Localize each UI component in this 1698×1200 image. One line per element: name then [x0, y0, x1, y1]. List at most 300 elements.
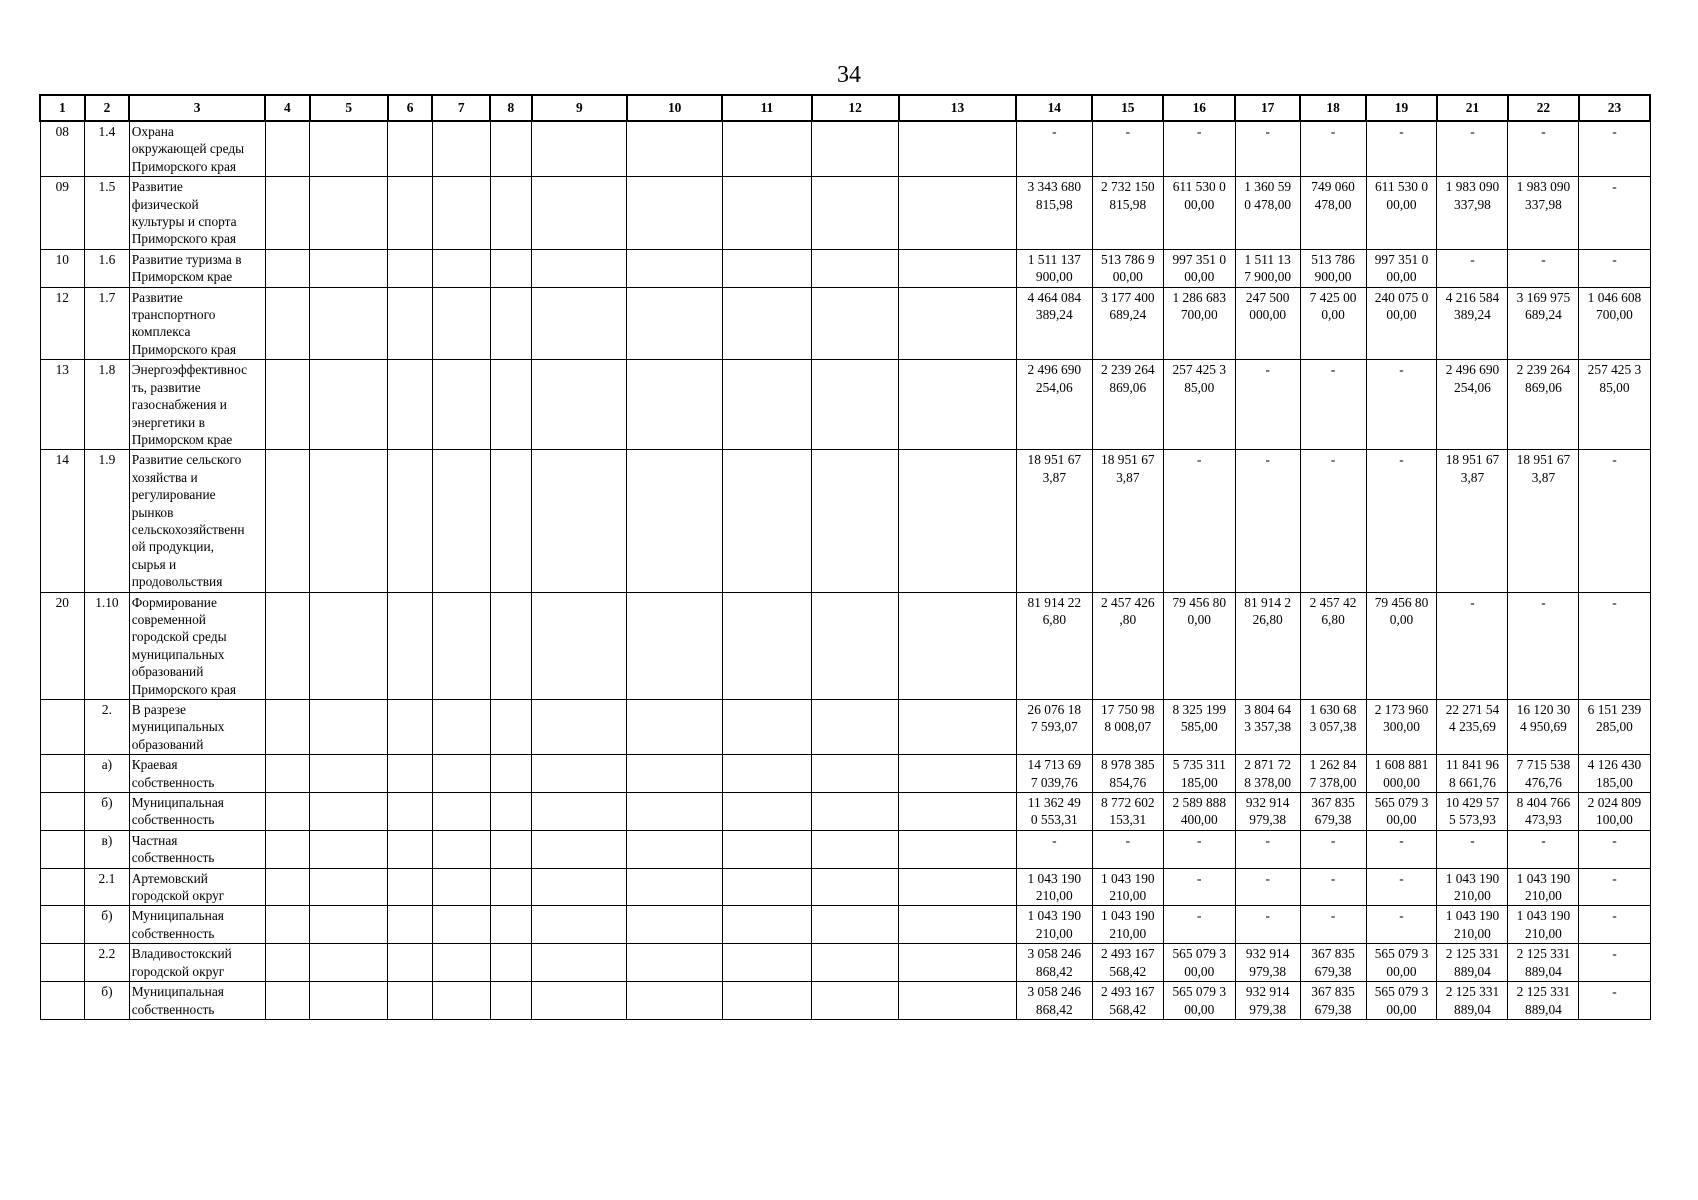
amount-line: -	[1330, 452, 1336, 468]
amount-line: 565 079 3	[1374, 984, 1429, 1000]
amount-line: 100,00	[1596, 812, 1633, 828]
amount-cell	[1163, 793, 1235, 831]
empty-cell	[627, 793, 722, 831]
empty-cell	[432, 868, 490, 906]
item-number-cell: 1.4	[85, 121, 130, 177]
amount-line: -	[1330, 362, 1336, 378]
amount-line: -	[1197, 124, 1202, 139]
item-number-cell: 2.1	[85, 868, 130, 906]
amount-cell	[1579, 793, 1650, 831]
empty-cell	[812, 868, 899, 906]
amount-line: 3 058 246	[1027, 946, 1082, 962]
amount-line: 6,80	[1321, 611, 1345, 627]
header-cell: 15	[1092, 95, 1163, 121]
amount-line: 16 120 30	[1516, 702, 1571, 717]
empty-cell	[490, 177, 532, 250]
amount-line: -	[1612, 452, 1617, 468]
header-cell: 9	[532, 95, 627, 121]
amount-cell	[1016, 287, 1092, 360]
program-name-line: культуры и спорта	[131, 214, 237, 230]
amount-line: 1 608 881	[1374, 757, 1429, 773]
amount-line: ,80	[1119, 611, 1137, 627]
item-number-cell: 1.6	[85, 249, 130, 287]
amount-cell	[1508, 830, 1579, 868]
budget-table	[39, 94, 1651, 1020]
amount-cell	[1235, 868, 1300, 906]
empty-cell	[310, 755, 388, 793]
amount-line: 26 076 18	[1027, 702, 1082, 717]
empty-cell	[388, 982, 433, 1020]
amount-line: 257 425 3	[1587, 362, 1642, 378]
program-name-line: современной	[131, 611, 206, 627]
empty-cell	[310, 793, 388, 831]
program-name-line: собственность	[131, 812, 215, 828]
amount-cell	[1437, 360, 1508, 450]
empty-cell	[310, 121, 388, 177]
amount-cell	[1437, 287, 1508, 360]
empty-cell	[812, 592, 899, 699]
amount-cell	[1437, 700, 1508, 755]
amount-line: 1 043 190	[1101, 908, 1155, 924]
amount-line: 476,76	[1525, 774, 1562, 790]
amount-cell	[1366, 982, 1437, 1020]
empty-cell	[532, 906, 627, 944]
empty-cell	[310, 287, 388, 360]
amount-line: 5 573,93	[1449, 812, 1496, 828]
item-number-cell: б)	[85, 906, 130, 944]
amount-line: 18 951 67	[1101, 452, 1155, 468]
amount-cell	[1437, 982, 1508, 1020]
program-name-line: рынков	[131, 504, 174, 520]
program-name-line: Приморском крае	[131, 431, 233, 447]
amount-line: -	[1330, 124, 1336, 139]
empty-cell	[899, 793, 1017, 831]
table-row	[40, 868, 1650, 906]
header-cell: 6	[388, 95, 433, 121]
amount-line: 2 493 167	[1101, 946, 1155, 962]
empty-cell	[432, 982, 490, 1020]
item-number-cell: 1.10	[85, 592, 130, 699]
empty-cell	[432, 700, 490, 755]
amount-line: 0,00	[1187, 611, 1211, 627]
amount-line: 00,00	[1184, 269, 1215, 285]
empty-cell	[388, 793, 433, 831]
amount-cell	[1016, 177, 1092, 250]
empty-cell	[432, 360, 490, 450]
program-name-cell	[129, 450, 265, 592]
amount-line: -	[1399, 452, 1404, 468]
empty-cell	[722, 830, 811, 868]
amount-line: 210,00	[1525, 925, 1562, 941]
amount-cell	[1300, 121, 1366, 177]
amount-line: 247 500	[1245, 289, 1290, 305]
amount-cell	[1092, 793, 1163, 831]
program-name-cell	[129, 592, 265, 699]
amount-line: 00,00	[1386, 196, 1417, 212]
amount-line: 513 786 9	[1101, 251, 1155, 267]
amount-cell	[1235, 793, 1300, 831]
amount-cell	[1366, 450, 1437, 592]
amount-cell	[1366, 177, 1437, 250]
amount-cell	[1437, 177, 1508, 250]
program-name-line: Приморского края	[131, 341, 237, 357]
empty-cell	[388, 450, 433, 592]
amount-line: 611 530 0	[1374, 179, 1429, 195]
empty-cell	[627, 592, 722, 699]
item-number-cell: 2.2	[85, 944, 130, 982]
amount-line: 8 404 766	[1516, 795, 1571, 811]
empty-cell	[899, 249, 1017, 287]
empty-cell	[490, 755, 532, 793]
empty-cell	[310, 700, 388, 755]
code-cell: 20	[40, 592, 85, 699]
amount-line: 749 060	[1311, 179, 1355, 195]
amount-line: 1 043 190	[1516, 870, 1571, 886]
empty-cell	[627, 249, 722, 287]
amount-line: 10 429 57	[1445, 795, 1500, 811]
amount-line: 1 983 090	[1516, 179, 1571, 195]
amount-line: -	[1470, 251, 1475, 267]
amount-line: 1 286 683	[1172, 289, 1227, 305]
program-name-line: Приморского края	[131, 158, 237, 174]
empty-cell	[627, 450, 722, 592]
amount-cell	[1508, 592, 1579, 699]
empty-cell	[722, 906, 811, 944]
amount-line: 1 630 68	[1309, 702, 1357, 717]
empty-cell	[265, 830, 310, 868]
empty-cell	[388, 177, 433, 250]
amount-cell	[1300, 177, 1366, 250]
code-cell: 14	[40, 450, 85, 592]
amount-cell	[1092, 592, 1163, 699]
empty-cell	[532, 592, 627, 699]
empty-cell	[899, 592, 1017, 699]
amount-cell	[1579, 450, 1650, 592]
amount-line: 210,00	[1035, 888, 1073, 904]
amount-line: 210,00	[1109, 925, 1147, 941]
amount-line: -	[1541, 251, 1546, 267]
amount-line: 81 914 2	[1244, 594, 1292, 610]
program-name-cell	[129, 287, 265, 360]
amount-line: 17 750 98	[1101, 702, 1155, 717]
amount-line: 868,42	[1035, 963, 1073, 979]
empty-cell	[490, 700, 532, 755]
header-cell: 2	[85, 95, 130, 121]
amount-line: 00,00	[1184, 1001, 1215, 1017]
table-row	[40, 177, 1650, 250]
empty-cell	[532, 982, 627, 1020]
amount-cell	[1092, 700, 1163, 755]
amount-line: 210,00	[1109, 888, 1147, 904]
amount-cell	[1092, 755, 1163, 793]
amount-line: 367 835	[1311, 946, 1355, 962]
empty-cell	[722, 360, 811, 450]
table-row	[40, 360, 1650, 450]
amount-line: -	[1541, 832, 1546, 848]
amount-line: 689,24	[1109, 307, 1147, 323]
empty-cell	[812, 830, 899, 868]
amount-cell	[1437, 830, 1508, 868]
amount-line: 568,42	[1109, 963, 1147, 979]
empty-cell	[265, 177, 310, 250]
amount-line: 815,98	[1035, 196, 1073, 212]
code-cell	[40, 755, 85, 793]
empty-cell	[490, 868, 532, 906]
empty-cell	[490, 906, 532, 944]
amount-cell	[1366, 287, 1437, 360]
empty-cell	[265, 793, 310, 831]
program-name-line: окружающей среды	[131, 141, 245, 157]
program-name-line: Развитие	[131, 179, 183, 195]
empty-cell	[265, 450, 310, 592]
empty-cell	[532, 755, 627, 793]
amount-line: 210,00	[1525, 888, 1562, 904]
code-cell	[40, 793, 85, 831]
amount-cell	[1235, 450, 1300, 592]
amount-line: 2 457 42	[1309, 594, 1357, 610]
amount-cell	[1163, 944, 1235, 982]
empty-cell	[722, 177, 811, 250]
empty-cell	[532, 287, 627, 360]
amount-cell	[1366, 121, 1437, 177]
amount-cell	[1163, 249, 1235, 287]
amount-line: 7 425 00	[1309, 289, 1357, 305]
empty-cell	[310, 982, 388, 1020]
amount-line: 18 951 67	[1027, 452, 1082, 468]
amount-line: 7 378,00	[1309, 774, 1357, 790]
empty-cell	[432, 944, 490, 982]
amount-cell	[1508, 982, 1579, 1020]
amount-cell	[1016, 360, 1092, 450]
item-number-cell: 2.	[85, 700, 130, 755]
amount-line: -	[1330, 832, 1336, 848]
empty-cell	[310, 177, 388, 250]
amount-cell	[1366, 906, 1437, 944]
amount-line: 979,38	[1249, 812, 1287, 828]
amount-cell	[1163, 287, 1235, 360]
amount-line: 3 057,38	[1309, 719, 1357, 735]
amount-line: 11 841 96	[1445, 757, 1499, 773]
amount-line: 854,76	[1109, 774, 1147, 790]
amount-line: 2 871 72	[1244, 757, 1292, 773]
empty-cell	[627, 360, 722, 450]
empty-cell	[265, 868, 310, 906]
amount-line: 2 239 264	[1516, 362, 1571, 378]
amount-line: 869,06	[1525, 379, 1562, 395]
amount-cell	[1092, 450, 1163, 592]
code-cell: 12	[40, 287, 85, 360]
item-number-cell: 1.9	[85, 450, 130, 592]
program-name-line: собственность	[131, 1001, 215, 1017]
program-name-line: регулирование	[131, 487, 216, 503]
program-name-line: муниципальных	[131, 646, 225, 662]
empty-cell	[265, 121, 310, 177]
empty-cell	[490, 249, 532, 287]
amount-line: 3 343 680	[1027, 179, 1082, 195]
amount-line: 4 216 584	[1445, 289, 1500, 305]
amount-line: 1 360 59	[1244, 179, 1292, 195]
amount-cell	[1092, 982, 1163, 1020]
program-name-line: В разрезе	[131, 702, 186, 717]
empty-cell	[310, 450, 388, 592]
header-row	[40, 95, 1650, 121]
amount-line: -	[1330, 870, 1336, 886]
amount-line: 1 262 84	[1309, 757, 1357, 773]
amount-cell	[1016, 249, 1092, 287]
empty-cell	[812, 249, 899, 287]
amount-cell	[1437, 868, 1508, 906]
amount-cell	[1579, 121, 1650, 177]
amount-cell	[1300, 287, 1366, 360]
amount-line: 478,00	[1314, 196, 1352, 212]
amount-line: 2 496 690	[1027, 362, 1082, 378]
amount-line: 79 456 80	[1374, 594, 1429, 610]
empty-cell	[627, 906, 722, 944]
amount-line: 565 079 3	[1374, 795, 1429, 811]
amount-line: -	[1052, 832, 1057, 848]
empty-cell	[812, 360, 899, 450]
amount-cell	[1579, 592, 1650, 699]
amount-line: -	[1612, 594, 1617, 610]
amount-line: -	[1399, 832, 1404, 848]
empty-cell	[899, 755, 1017, 793]
amount-line: 0,00	[1389, 611, 1414, 627]
amount-cell	[1235, 249, 1300, 287]
amount-line: 2 239 264	[1101, 362, 1155, 378]
amount-line: -	[1612, 946, 1617, 962]
empty-cell	[310, 830, 388, 868]
program-name-line: образований	[131, 664, 204, 680]
amount-cell	[1016, 906, 1092, 944]
program-name-line: газоснабжения и	[131, 397, 227, 413]
amount-line: 3 177 400	[1101, 289, 1155, 305]
amount-line: 8 325 199	[1172, 702, 1227, 717]
amount-cell	[1579, 906, 1650, 944]
header-cell: 17	[1235, 95, 1300, 121]
empty-cell	[432, 830, 490, 868]
amount-line: 3 804 64	[1244, 702, 1292, 717]
empty-cell	[627, 755, 722, 793]
empty-cell	[532, 450, 627, 592]
amount-line: 337,98	[1454, 196, 1491, 212]
amount-line: 240 075 0	[1374, 289, 1429, 305]
amount-line: -	[1052, 124, 1057, 139]
program-name-line: собственность	[131, 774, 215, 790]
program-name-line: Приморского края	[131, 231, 237, 247]
amount-line: 85,00	[1599, 379, 1630, 395]
amount-line: 7 900,00	[1244, 269, 1292, 285]
program-name-line: продовольствия	[131, 574, 223, 590]
amount-cell	[1092, 177, 1163, 250]
amount-line: 4 235,69	[1449, 719, 1496, 735]
empty-cell	[265, 287, 310, 360]
amount-line: 900,00	[1035, 269, 1073, 285]
empty-cell	[899, 450, 1017, 592]
amount-line: 400,00	[1180, 812, 1218, 828]
empty-cell	[265, 592, 310, 699]
amount-cell	[1508, 177, 1579, 250]
amount-cell	[1163, 177, 1235, 250]
empty-cell	[627, 982, 722, 1020]
code-cell	[40, 868, 85, 906]
table-row	[40, 700, 1650, 755]
empty-cell	[812, 906, 899, 944]
empty-cell	[490, 830, 532, 868]
empty-cell	[722, 700, 811, 755]
empty-cell	[490, 592, 532, 699]
empty-cell	[627, 121, 722, 177]
empty-cell	[722, 755, 811, 793]
empty-cell	[899, 700, 1017, 755]
amount-cell	[1437, 906, 1508, 944]
amount-cell	[1366, 249, 1437, 287]
amount-line: 285,00	[1596, 719, 1633, 735]
amount-line: 254,06	[1454, 379, 1491, 395]
amount-line: 6 151 239	[1587, 702, 1642, 717]
amount-line: 2 125 331	[1445, 946, 1500, 962]
amount-cell	[1366, 592, 1437, 699]
amount-line: 4 950,69	[1520, 719, 1567, 735]
amount-line: 7 593,07	[1030, 719, 1078, 735]
amount-cell	[1235, 287, 1300, 360]
empty-cell	[899, 944, 1017, 982]
amount-line: 8 378,00	[1244, 774, 1292, 790]
amount-line: 585,00	[1180, 719, 1218, 735]
empty-cell	[490, 944, 532, 982]
amount-cell	[1016, 700, 1092, 755]
empty-cell	[722, 944, 811, 982]
amount-line: 2 457 426	[1101, 594, 1155, 610]
amount-line: 18 951 67	[1445, 452, 1500, 468]
amount-line: 997 351 0	[1374, 251, 1429, 267]
amount-cell	[1092, 830, 1163, 868]
amount-cell	[1163, 830, 1235, 868]
amount-line: -	[1197, 908, 1202, 924]
amount-line: 3 169 975	[1516, 289, 1571, 305]
header-cell: 1	[40, 95, 85, 121]
amount-cell	[1437, 249, 1508, 287]
header-cell: 21	[1437, 95, 1508, 121]
item-number-cell: б)	[85, 982, 130, 1020]
table-row	[40, 793, 1650, 831]
empty-cell	[627, 700, 722, 755]
amount-cell	[1016, 830, 1092, 868]
empty-cell	[812, 944, 899, 982]
empty-cell	[722, 868, 811, 906]
program-name-line: Муниципальная	[131, 984, 224, 1000]
empty-cell	[812, 177, 899, 250]
empty-cell	[722, 121, 811, 177]
amount-cell	[1016, 121, 1092, 177]
empty-cell	[432, 755, 490, 793]
header-cell: 8	[490, 95, 532, 121]
code-cell	[40, 906, 85, 944]
amount-cell	[1016, 793, 1092, 831]
amount-line: 0 478,00	[1244, 196, 1292, 212]
empty-cell	[812, 982, 899, 1020]
amount-line: 979,38	[1249, 963, 1287, 979]
amount-line: 679,38	[1314, 963, 1352, 979]
amount-line: 689,24	[1525, 307, 1562, 323]
program-name-cell	[129, 700, 265, 755]
program-name-line: энергетики в	[131, 414, 205, 430]
amount-line: 1 043 190	[1445, 870, 1500, 886]
amount-line: 00,00	[1386, 307, 1417, 323]
program-name-line: Энергоэффективнос	[131, 362, 248, 378]
program-name-cell	[129, 360, 265, 450]
empty-cell	[265, 906, 310, 944]
program-name-line: Владивостокский	[131, 946, 232, 962]
